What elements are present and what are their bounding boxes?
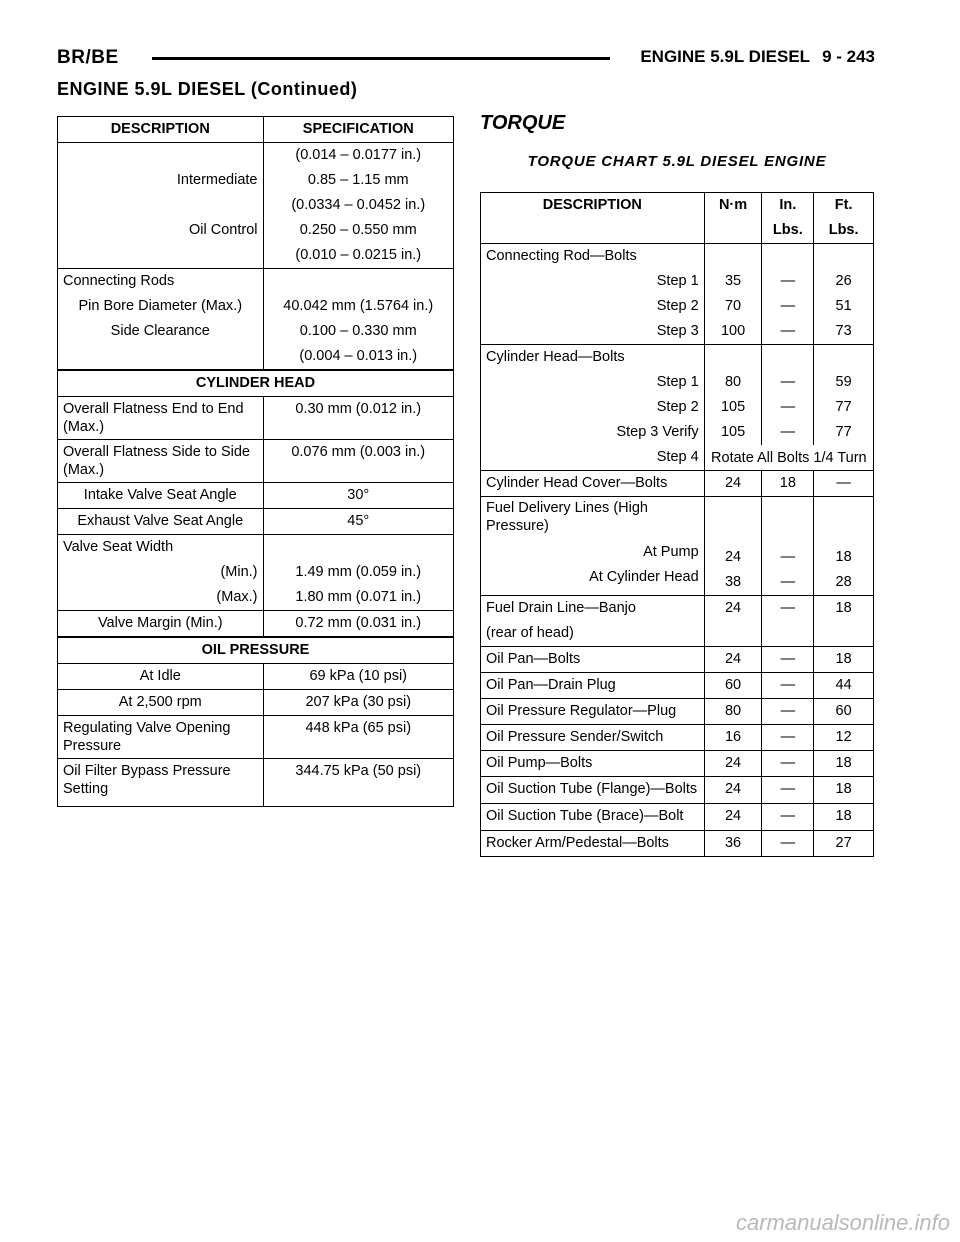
regulating-valve-value: 448 kPa (65 psi) <box>263 716 454 759</box>
header-rule <box>152 57 610 60</box>
head-bolts-step-2-nm: 105 <box>720 399 746 415</box>
table-row <box>58 483 454 509</box>
table-row <box>481 725 874 751</box>
intake-seat-angle-label: Intake Valve Seat Angle <box>58 483 264 509</box>
piston-rings-row <box>58 143 454 269</box>
col-header-ft-lbs: Lbs. <box>828 222 859 238</box>
oil-pump-nm: 24 <box>704 751 762 777</box>
specification-table <box>57 116 454 807</box>
table-row <box>58 690 454 716</box>
oil-pan-drain-ft: 44 <box>814 673 874 699</box>
head-bolts-label: Cylinder Head—Bolts <box>486 349 625 365</box>
table-header-row <box>58 117 454 143</box>
table-row <box>58 611 454 638</box>
rocker-arm-ft: 27 <box>814 831 874 857</box>
section-title: ENGINE 5.9L DIESEL (Continued) <box>57 79 358 99</box>
table-row <box>58 716 454 759</box>
suction-flange-nm: 24 <box>704 777 762 804</box>
suction-brace-ft: 18 <box>814 804 874 831</box>
ring-intermediate-label: Intermediate <box>176 172 258 188</box>
oil-pump-label: Oil Pump—Bolts <box>481 751 705 777</box>
fuel-at-pump-in: — <box>780 549 796 565</box>
fuel-drain-nm: 24 <box>724 600 742 616</box>
oil-sender-nm: 16 <box>704 725 762 751</box>
rocker-arm-in: — <box>762 831 814 857</box>
valve-seat-min-label: (Min.) <box>220 564 258 580</box>
conrod-step-2: Step 2 <box>656 298 699 314</box>
conrod-step-3: Step 3 <box>656 323 699 339</box>
oil-pan-drain-label: Oil Pan—Drain Plug <box>481 673 705 699</box>
valve-seat-width-row <box>58 535 454 611</box>
fuel-at-cylinder-head-in: — <box>780 574 796 590</box>
oil-pressure-heading-row <box>58 637 454 664</box>
fuel-delivery-row <box>481 497 874 596</box>
side-clearance-in: (0.004 – 0.013 in.) <box>299 348 418 364</box>
table-row <box>481 831 874 857</box>
head-bolts-row <box>481 345 874 446</box>
conrod-step-1-ft: 26 <box>835 273 852 289</box>
head-flatness-side-value: 0.076 mm (0.003 in.) <box>263 440 454 483</box>
page-header <box>57 44 875 72</box>
rocker-arm-nm: 36 <box>704 831 762 857</box>
fuel-drain-in: — <box>780 600 796 616</box>
ring-oil-control-mm: 0.250 – 0.550 mm <box>299 222 417 238</box>
rocker-arm-label: Rocker Arm/Pedestal—Bolts <box>481 831 705 857</box>
head-bolts-step-4-row <box>481 445 874 471</box>
intake-seat-angle-value: 30° <box>263 483 454 509</box>
suction-flange-in: — <box>762 777 814 804</box>
fuel-at-pump-ft: 18 <box>835 549 852 565</box>
head-bolts-step-4: Step 4 <box>656 449 699 465</box>
fuel-at-cylinder-head: At Cylinder Head <box>589 569 699 585</box>
oil-regulator-ft: 60 <box>814 699 874 725</box>
model-code: BR/BE <box>57 47 119 68</box>
conrod-step-1-in: — <box>780 273 796 289</box>
table-row <box>481 699 874 725</box>
oil-2500-label: At 2,500 rpm <box>58 690 264 716</box>
fuel-at-pump: At Pump <box>643 544 699 560</box>
fuel-delivery-label: Fuel Delivery Lines (High Pressure) <box>486 500 648 534</box>
conrod-step-2-nm: 70 <box>724 298 742 314</box>
head-bolts-step-1-in: — <box>780 374 796 390</box>
fuel-at-cylinder-head-ft: 28 <box>835 574 852 590</box>
col-header-in-lbs: Lbs. <box>772 222 803 238</box>
conrod-step-3-nm: 100 <box>720 323 746 339</box>
head-cover-ft: — <box>814 471 874 497</box>
torque-title: TORQUE <box>480 112 566 134</box>
oil-sender-in: — <box>762 725 814 751</box>
valve-margin-value: 0.72 mm (0.031 in.) <box>263 611 454 638</box>
pin-bore-label: Pin Bore Diameter (Max.) <box>78 298 243 314</box>
valve-seat-min-value: 1.49 mm (0.059 in.) <box>295 564 422 580</box>
oil-pan-bolts-ft: 18 <box>814 647 874 673</box>
valve-seat-max-label: (Max.) <box>216 589 258 605</box>
table-row <box>481 647 874 673</box>
head-bolts-step-2-in: — <box>780 399 796 415</box>
fuel-drain-label: Fuel Drain Line—Banjo <box>486 600 636 616</box>
head-bolts-step-4-value: Rotate All Bolts 1/4 Turn <box>704 445 873 471</box>
ring-top-spec: (0.014 – 0.0177 in.) <box>295 147 422 163</box>
oil-pump-in: — <box>762 751 814 777</box>
suction-flange-label: Oil Suction Tube (Flange)—Bolts <box>481 777 705 804</box>
fuel-drain-row <box>481 596 874 647</box>
fuel-at-cylinder-head-nm: 38 <box>724 574 742 590</box>
col-header-description: DESCRIPTION <box>58 117 264 143</box>
conrod-row <box>481 244 874 345</box>
head-cover-nm: 24 <box>704 471 762 497</box>
head-bolts-step-2-ft: 77 <box>835 399 852 415</box>
oil-pressure-heading: OIL PRESSURE <box>58 637 454 664</box>
table-row <box>481 777 874 804</box>
oil-sender-ft: 12 <box>814 725 874 751</box>
table-row <box>58 509 454 535</box>
suction-flange-ft: 18 <box>814 777 874 804</box>
oil-idle-label: At Idle <box>58 664 264 690</box>
suction-brace-nm: 24 <box>704 804 762 831</box>
head-flatness-side-label: Overall Flatness Side to Side (Max.) <box>58 440 264 483</box>
col-header-ft: Ft. <box>834 197 853 213</box>
exhaust-seat-angle-label: Exhaust Valve Seat Angle <box>58 509 264 535</box>
ring-intermediate-in: (0.0334 – 0.0452 in.) <box>291 197 426 213</box>
oil-idle-value: 69 kPa (10 psi) <box>263 664 454 690</box>
table-row <box>58 397 454 440</box>
suction-brace-label: Oil Suction Tube (Brace)—Bolt <box>481 804 705 831</box>
head-bolts-step-3: Step 3 Verify <box>616 424 699 440</box>
head-bolts-step-1-ft: 59 <box>835 374 852 390</box>
valve-margin-label: Valve Margin (Min.) <box>58 611 264 638</box>
table-row <box>481 804 874 831</box>
oil-regulator-label: Oil Pressure Regulator—Plug <box>481 699 705 725</box>
oil-sender-label: Oil Pressure Sender/Switch <box>481 725 705 751</box>
table-row <box>58 440 454 483</box>
ring-oil-control-label: Oil Control <box>189 222 258 238</box>
oil-pan-drain-nm: 60 <box>704 673 762 699</box>
filter-bypass-label: Oil Filter Bypass Pressure Setting <box>58 759 264 807</box>
conrod-step-1: Step 1 <box>656 273 699 289</box>
conrod-step-2-in: — <box>780 298 796 314</box>
col-header-specification: SPECIFICATION <box>263 117 454 143</box>
head-cover-label: Cylinder Head Cover—Bolts <box>481 471 705 497</box>
oil-regulator-nm: 80 <box>704 699 762 725</box>
conrod-step-3-in: — <box>780 323 796 339</box>
ring-intermediate-mm: 0.85 – 1.15 mm <box>307 172 409 188</box>
oil-2500-value: 207 kPa (30 psi) <box>263 690 454 716</box>
rods-label: Connecting Rods <box>63 273 175 289</box>
oil-pan-bolts-label: Oil Pan—Bolts <box>481 647 705 673</box>
regulating-valve-label: Regulating Valve Opening Pressure <box>58 716 264 759</box>
head-bolts-step-1-nm: 80 <box>724 374 742 390</box>
connecting-rods-row <box>58 269 454 371</box>
head-bolts-step-3-nm: 105 <box>720 424 746 440</box>
valve-seat-width-label: Valve Seat Width <box>63 539 174 555</box>
table-row <box>481 471 874 497</box>
head-bolts-step-3-in: — <box>780 424 796 440</box>
pin-bore-value: 40.042 mm (1.5764 in.) <box>283 298 434 314</box>
table-row <box>58 759 454 807</box>
head-flatness-end-label: Overall Flatness End to End (Max.) <box>58 397 264 440</box>
ring-oil-control-in: (0.010 – 0.0215 in.) <box>295 247 422 263</box>
col-header-description: DESCRIPTION <box>542 197 642 213</box>
filter-bypass-value: 344.75 kPa (50 psi) <box>263 759 454 807</box>
head-bolts-step-2: Step 2 <box>656 399 699 415</box>
head-bolts-step-1: Step 1 <box>656 374 699 390</box>
table-header-row <box>481 193 874 244</box>
oil-pan-bolts-in: — <box>762 647 814 673</box>
oil-pan-bolts-nm: 24 <box>704 647 762 673</box>
side-clearance-mm: 0.100 – 0.330 mm <box>299 323 417 339</box>
conrod-label: Connecting Rod—Bolts <box>486 248 637 264</box>
header-section-title: ENGINE 5.9L DIESEL <box>640 47 811 66</box>
side-clearance-label: Side Clearance <box>110 323 210 339</box>
oil-pan-drain-in: — <box>762 673 814 699</box>
page-number: 9 - 243 <box>822 47 875 66</box>
torque-table <box>480 192 874 857</box>
table-row <box>481 751 874 777</box>
valve-seat-max-value: 1.80 mm (0.071 in.) <box>295 589 422 605</box>
table-row <box>58 664 454 690</box>
torque-chart-title: TORQUE CHART 5.9L DIESEL ENGINE <box>527 153 827 170</box>
conrod-step-1-nm: 35 <box>724 273 742 289</box>
watermark: carmanualsonline.info <box>735 1210 950 1235</box>
cylinder-head-heading-row <box>58 370 454 397</box>
conrod-step-2-ft: 51 <box>835 298 852 314</box>
head-bolts-step-3-ft: 77 <box>835 424 852 440</box>
head-cover-in: 18 <box>762 471 814 497</box>
exhaust-seat-angle-value: 45° <box>263 509 454 535</box>
conrod-step-3-ft: 73 <box>835 323 852 339</box>
oil-pump-ft: 18 <box>814 751 874 777</box>
suction-brace-in: — <box>762 804 814 831</box>
header-section <box>640 47 875 67</box>
fuel-drain-ft: 18 <box>835 600 852 616</box>
fuel-at-pump-nm: 24 <box>724 549 742 565</box>
table-row <box>481 673 874 699</box>
col-header-nm: N·m <box>718 197 748 213</box>
oil-regulator-in: — <box>762 699 814 725</box>
fuel-drain-sub: (rear of head) <box>486 625 574 641</box>
col-header-in: In. <box>779 197 797 213</box>
head-flatness-end-value: 0.30 mm (0.012 in.) <box>263 397 454 440</box>
cylinder-head-heading: CYLINDER HEAD <box>58 370 454 397</box>
